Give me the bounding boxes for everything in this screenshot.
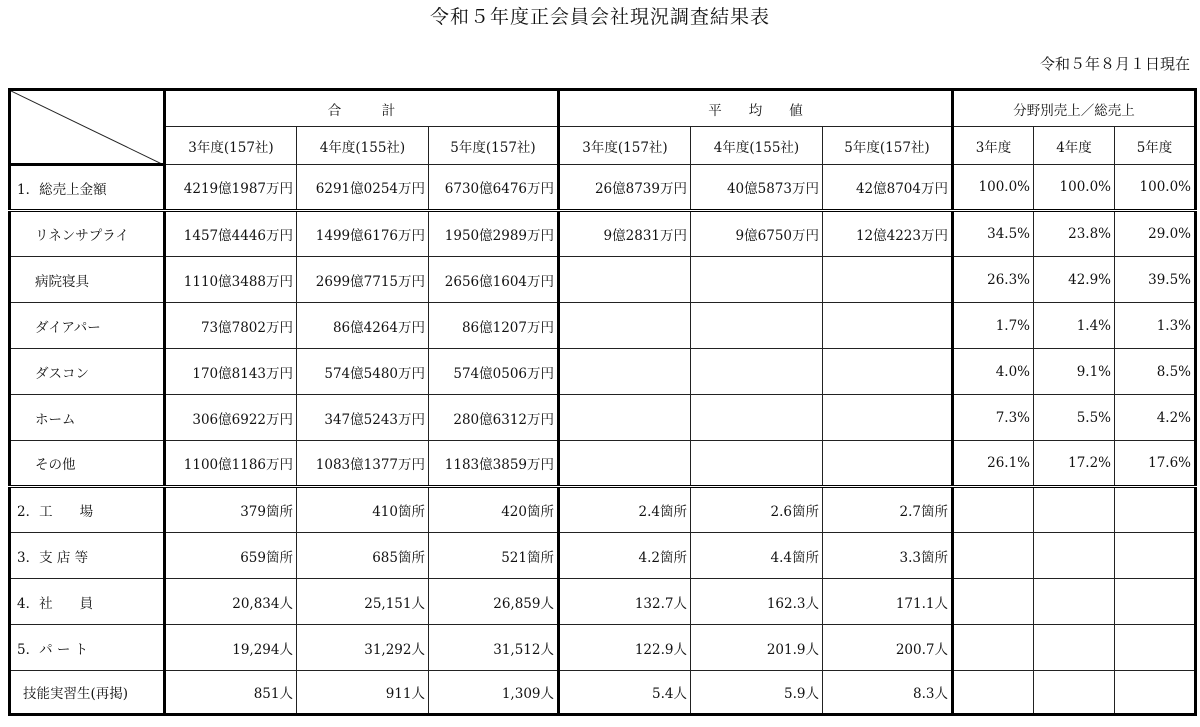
total-cell: 1110億3488万円	[165, 257, 297, 303]
row-label: 4．社 員	[10, 579, 165, 625]
average-cell	[691, 441, 823, 487]
share-year-header: 5年度	[1115, 127, 1196, 165]
total-year-header: 4年度(155社)	[297, 127, 429, 165]
total-cell: 574億5480万円	[297, 349, 429, 395]
share-cell	[1034, 533, 1115, 579]
table-row	[10, 441, 1196, 487]
average-cell: 132.7人	[559, 579, 691, 625]
total-cell: 6730億6476万円	[429, 165, 559, 211]
share-cell	[953, 487, 1034, 533]
row-label: 病院寝具	[10, 257, 165, 303]
table-row	[10, 349, 1196, 395]
average-cell: 42億8704万円	[823, 165, 953, 211]
total-cell: 911人	[297, 671, 429, 715]
average-cell: 40億5873万円	[691, 165, 823, 211]
share-cell	[1034, 579, 1115, 625]
share-cell	[1115, 533, 1196, 579]
row-label: ダスコン	[10, 349, 165, 395]
total-year-header: 5年度(157社)	[429, 127, 559, 165]
share-cell: 1.7%	[953, 303, 1034, 349]
share-cell: 39.5%	[1115, 257, 1196, 303]
total-cell: 31,292人	[297, 625, 429, 671]
table-row	[10, 671, 1196, 715]
share-year-header: 4年度	[1034, 127, 1115, 165]
share-cell	[1115, 579, 1196, 625]
total-cell: 1499億6176万円	[297, 211, 429, 257]
total-cell: 4219億1987万円	[165, 165, 297, 211]
total-cell: 19,294人	[165, 625, 297, 671]
table-row	[10, 533, 1196, 579]
total-cell: 1100億1186万円	[165, 441, 297, 487]
average-cell	[559, 441, 691, 487]
average-cell	[559, 303, 691, 349]
share-cell	[1115, 671, 1196, 715]
share-cell	[1115, 487, 1196, 533]
share-cell: 26.1%	[953, 441, 1034, 487]
average-cell: 171.1人	[823, 579, 953, 625]
total-cell: 26,859人	[429, 579, 559, 625]
total-cell: 2656億1604万円	[429, 257, 559, 303]
average-cell	[823, 349, 953, 395]
average-year-header: 4年度(155社)	[691, 127, 823, 165]
total-cell: 1183億3859万円	[429, 441, 559, 487]
average-cell: 26億8739万円	[559, 165, 691, 211]
row-label: ダイアパー	[10, 303, 165, 349]
total-cell: 31,512人	[429, 625, 559, 671]
average-cell: 9億2831万円	[559, 211, 691, 257]
group-share-header: 分野別売上／総売上	[953, 90, 1196, 127]
share-cell: 34.5%	[953, 211, 1034, 257]
as-of-date: 令和５年８月１日現在	[1039, 55, 1190, 73]
total-cell: 347億5243万円	[297, 395, 429, 441]
total-cell: 25,151人	[297, 579, 429, 625]
total-cell: 420箇所	[429, 487, 559, 533]
average-cell: 162.3人	[691, 579, 823, 625]
total-cell: 851人	[165, 671, 297, 715]
average-cell: 9億6750万円	[691, 211, 823, 257]
share-cell: 8.5%	[1115, 349, 1196, 395]
share-cell	[953, 625, 1034, 671]
share-cell: 17.6%	[1115, 441, 1196, 487]
average-cell: 4.4箇所	[691, 533, 823, 579]
share-cell: 42.9%	[1034, 257, 1115, 303]
table-row	[10, 211, 1196, 257]
average-cell	[559, 395, 691, 441]
share-cell	[1034, 671, 1115, 715]
table-row	[10, 625, 1196, 671]
average-cell: 5.9人	[691, 671, 823, 715]
average-cell: 8.3人	[823, 671, 953, 715]
row-label: その他	[10, 441, 165, 487]
group-total-header: 合 計	[165, 90, 559, 127]
share-cell: 1.4%	[1034, 303, 1115, 349]
average-cell	[823, 257, 953, 303]
table-row	[10, 257, 1196, 303]
share-cell: 7.3%	[953, 395, 1034, 441]
share-cell: 100.0%	[1034, 165, 1115, 211]
share-cell: 29.0%	[1115, 211, 1196, 257]
share-cell: 100.0%	[953, 165, 1034, 211]
average-cell: 2.6箇所	[691, 487, 823, 533]
diagonal-line	[11, 91, 165, 165]
survey-results-table	[8, 88, 1197, 716]
row-label: 3．支 店 等	[10, 533, 165, 579]
average-cell: 5.4人	[559, 671, 691, 715]
average-cell: 12億4223万円	[823, 211, 953, 257]
average-cell: 122.9人	[559, 625, 691, 671]
share-cell: 23.8%	[1034, 211, 1115, 257]
share-cell	[1115, 625, 1196, 671]
share-cell: 26.3%	[953, 257, 1034, 303]
average-cell	[559, 257, 691, 303]
row-label: 1．総売上金額	[10, 165, 165, 211]
total-cell: 2699億7715万円	[297, 257, 429, 303]
average-cell	[691, 257, 823, 303]
average-year-header: 5年度(157社)	[823, 127, 953, 165]
average-cell: 200.7人	[823, 625, 953, 671]
total-cell: 1950億2989万円	[429, 211, 559, 257]
share-cell	[953, 579, 1034, 625]
share-year-header: 3年度	[953, 127, 1034, 165]
share-cell: 9.1%	[1034, 349, 1115, 395]
table-row	[10, 165, 1196, 211]
average-cell: 201.9人	[691, 625, 823, 671]
share-cell: 1.3%	[1115, 303, 1196, 349]
average-cell	[559, 349, 691, 395]
share-cell: 100.0%	[1115, 165, 1196, 211]
row-label: ホーム	[10, 395, 165, 441]
total-cell: 685箇所	[297, 533, 429, 579]
total-cell: 1457億4446万円	[165, 211, 297, 257]
share-cell	[1034, 487, 1115, 533]
average-cell	[823, 395, 953, 441]
total-cell: 410箇所	[297, 487, 429, 533]
table-row	[10, 579, 1196, 625]
table-row	[10, 303, 1196, 349]
table-row	[10, 487, 1196, 533]
total-cell: 73億7802万円	[165, 303, 297, 349]
share-cell: 17.2%	[1034, 441, 1115, 487]
average-cell	[691, 395, 823, 441]
total-cell: 574億0506万円	[429, 349, 559, 395]
average-cell: 3.3箇所	[823, 533, 953, 579]
total-cell: 280億6312万円	[429, 395, 559, 441]
share-cell: 5.5%	[1034, 395, 1115, 441]
page-title: 令和５年度正会員会社現況調査結果表	[429, 6, 770, 28]
average-year-header: 3年度(157社)	[559, 127, 691, 165]
row-label: 技能実習生(再掲)	[10, 671, 165, 715]
share-cell: 4.2%	[1115, 395, 1196, 441]
total-cell: 1,309人	[429, 671, 559, 715]
average-cell: 2.4箇所	[559, 487, 691, 533]
total-cell: 86億4264万円	[297, 303, 429, 349]
row-label: 5．パ ー ト	[10, 625, 165, 671]
row-label: 2．工 場	[10, 487, 165, 533]
table-row	[10, 395, 1196, 441]
total-cell: 659箇所	[165, 533, 297, 579]
row-label: リネンサプライ	[10, 211, 165, 257]
total-cell: 6291億0254万円	[297, 165, 429, 211]
total-cell: 1083億1377万円	[297, 441, 429, 487]
total-cell: 521箇所	[429, 533, 559, 579]
total-cell: 86億1207万円	[429, 303, 559, 349]
average-cell	[691, 349, 823, 395]
average-cell	[823, 303, 953, 349]
total-cell: 306億6922万円	[165, 395, 297, 441]
total-cell: 20,834人	[165, 579, 297, 625]
share-cell	[953, 671, 1034, 715]
total-cell: 170億8143万円	[165, 349, 297, 395]
average-cell: 4.2箇所	[559, 533, 691, 579]
total-year-header: 3年度(157社)	[165, 127, 297, 165]
group-average-header: 平 均 値	[559, 90, 953, 127]
average-cell: 2.7箇所	[823, 487, 953, 533]
total-cell: 379箇所	[165, 487, 297, 533]
average-cell	[823, 441, 953, 487]
corner-cell	[10, 90, 165, 165]
share-cell	[953, 533, 1034, 579]
share-cell: 4.0%	[953, 349, 1034, 395]
average-cell	[691, 303, 823, 349]
share-cell	[1034, 625, 1115, 671]
